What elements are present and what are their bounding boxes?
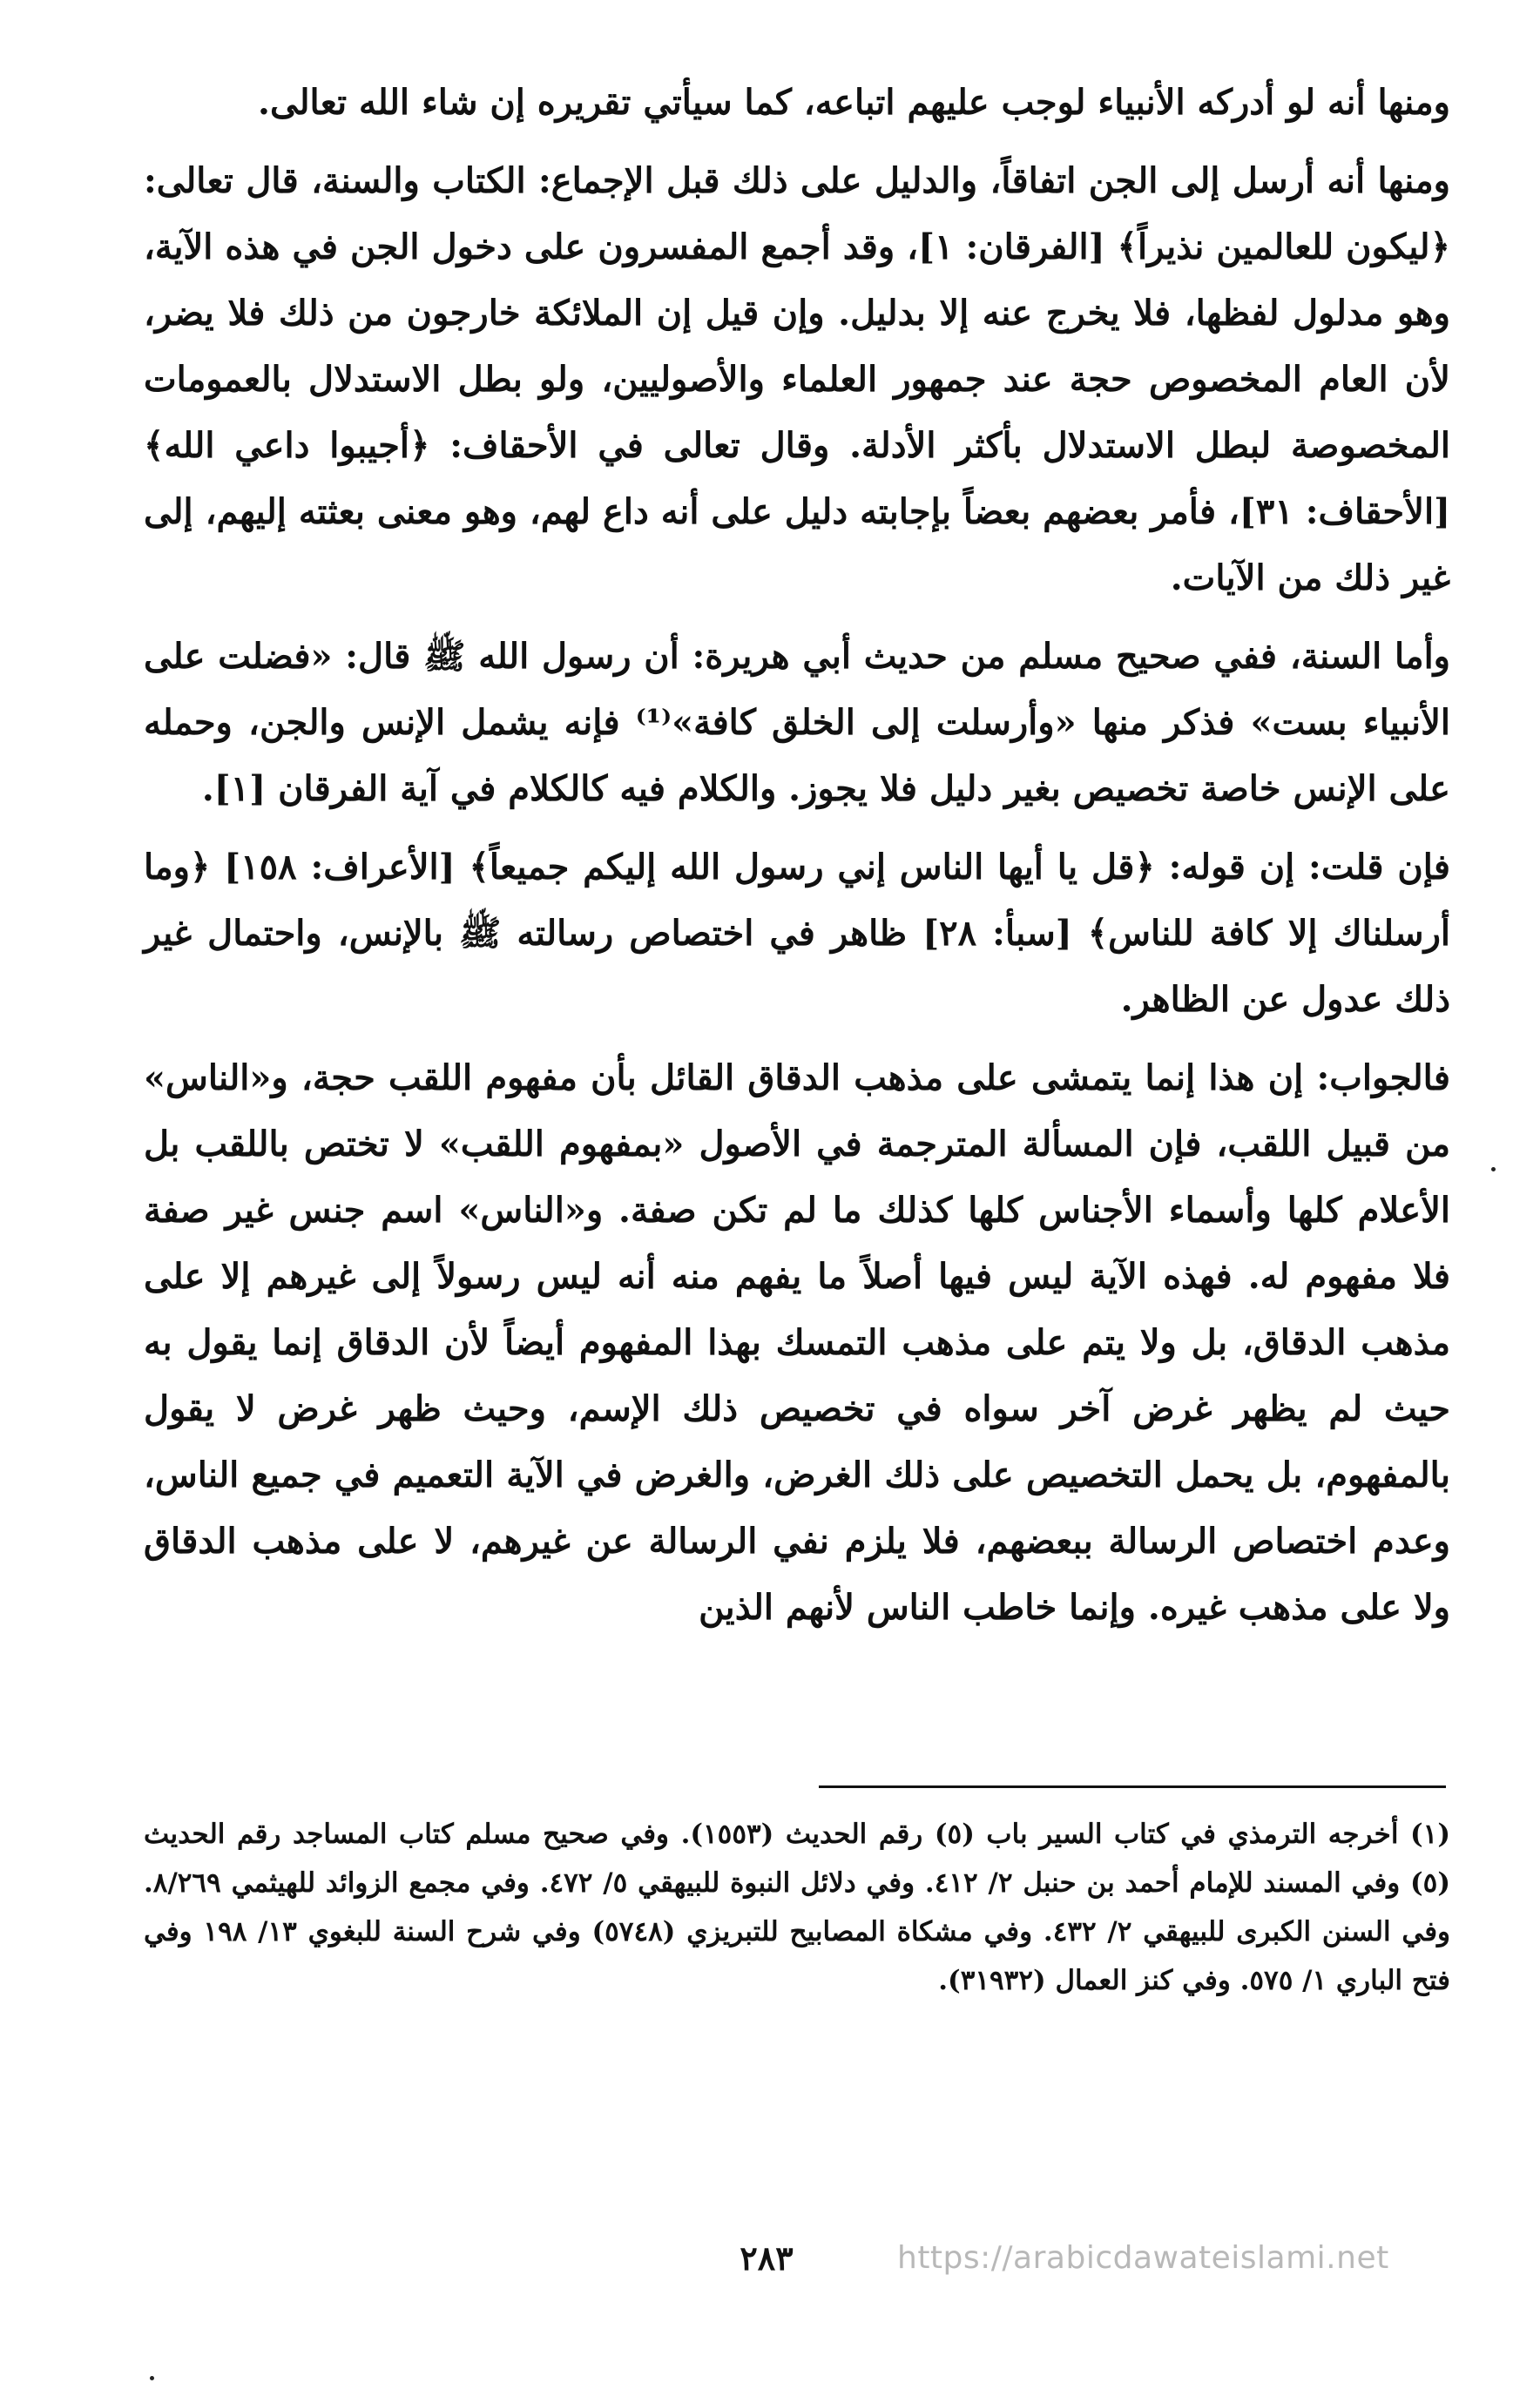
paragraph-3: وأما السنة، ففي صحيح مسلم من حديث أبي هريرة: أن رسول الله ﷺ قال: «فضلت على الأنبياء بست» فذكر منها «وأرسلت إلى الخلق كافة»⁽¹⁾ فإنه يشمل الإنس والجن، وحمله على الإنس خاصة تخصيص بغير دليل فلا يجوز. والكلام فيه كالكلام في آية الفرقان [١]. xyxy=(144,636,1450,809)
footnote-separator xyxy=(819,1785,1446,1788)
page-number: ٢٨٣ xyxy=(740,2238,794,2278)
paragraph-2: ومنها أنه أرسل إلى الجن اتفاقاً، والدليل على ذلك قبل الإجماع: الكتاب والسنة، قال تعالى: ﴿ليكون للعالمين نذيراً﴾ [الفرقان: ١]، وقد أجمع المفسرون على دخول الجن في هذه الآية، وهو مدلول لفظها، فلا يخرج عنه إلا بدليل. وإن قيل إن الملائكة خارجون من ذلك فلا يضر، لأن العام المخصوص حجة عند جمهور العلماء والأصوليين، ولو بطل الاستدلال بالعمومات المخصوصة لبطل الاستدلال بأكثر الأدلة. وقال تعالى في الأحقاف: ﴿أجيبوا داعي الله﴾ [الأحقاف: ٣١]، فأمر بعضهم بعضاً بإجابته دليل على أنه داع لهم، وهو معنى بعثته إليهم، إلى غير ذلك من الآيات. xyxy=(144,160,1451,598)
paragraph-5: فالجواب: إن هذا إنما يتمشى على مذهب الدقاق القائل بأن مفهوم اللقب حجة، و«الناس» من قبيل اللقب، فإن المسألة المترجمة في الأصول «بمفهوم اللقب» لا تختص باللقب بل الأعلام كلها وأسماء الأجناس كلها كذلك ما لم تكن صفة. و«الناس» اسم جنس غير صفة فلا مفهوم له. فهذه الآية ليس فيها أصلاً ما يفهم منه أنه ليس رسولاً إلى غيرهم إلا على مذهب الدقاق، بل ولا يتم على مذهب التمسك بهذا المفهوم أيضاً لأن الدقاق إنما يقول به حيث لم يظهر غرض آخر سواه في تخصيص ذلك الإسم، وحيث ظهر غرض لا يقول بالمفهوم، بل يحمل التخصيص على ذلك الغرض، والغرض في الآية التعميم في جميع الناس، وعدم اختصاص الرسالة ببعضهم، فلا يلزم نفي الرسالة عن غيرهم، لا على مذهب الدقاق ولا على مذهب غيره. وإنما خاطب الناس لأنهم الذين xyxy=(144,1057,1451,1628)
watermark-url: https://arabicdawateislami.net xyxy=(897,2240,1389,2276)
paragraph-4: فإن قلت: إن قوله: ﴿قل يا أيها الناس إني رسول الله إليكم جميعاً﴾ [الأعراف: ١٥٨] ﴿وما أرسلناك إلا كافة للناس﴾ [سبأ: ٢٨] ظاهر في اختصاص رسالته ﷺ بالإنس، واحتمال غير ذلك عدول عن الظاهر. xyxy=(144,847,1451,1020)
scan-speck xyxy=(150,2376,154,2380)
main-text xyxy=(144,70,1450,1641)
scan-speck xyxy=(1491,1167,1496,1171)
paragraph-1: ومنها أنه لو أدركه الأنبياء لوجب عليهم اتباعه، كما سيأتي تقريره إن شاء الله تعالى. xyxy=(258,82,1450,123)
footnote: (١) أخرجه الترمذي في كتاب السير باب (٥) رقم الحديث (١٥٥٣). وفي صحيح مسلم كتاب المساجد رقم الحديث (٥) وفي المسند للإمام أحمد بن حنبل ٢/ ٤١٢. وفي دلائل النبوة للبيهقي ٥/ ٤٧٢. وفي مجمع الزوائد للهيثمي ٨/٢٦٩. وفي السنن الكبرى للبيهقي ٢/ ٤٣٢. وفي مشكاة المصابيح للتبريزي (٥٧٤٨) وفي شرح السنة للبغوي ١٣/ ١٩٨ وفي فتح الباري ١/ ٥٧٥. وفي كنز العمال (٣١٩٣٢). xyxy=(144,1819,1451,1996)
